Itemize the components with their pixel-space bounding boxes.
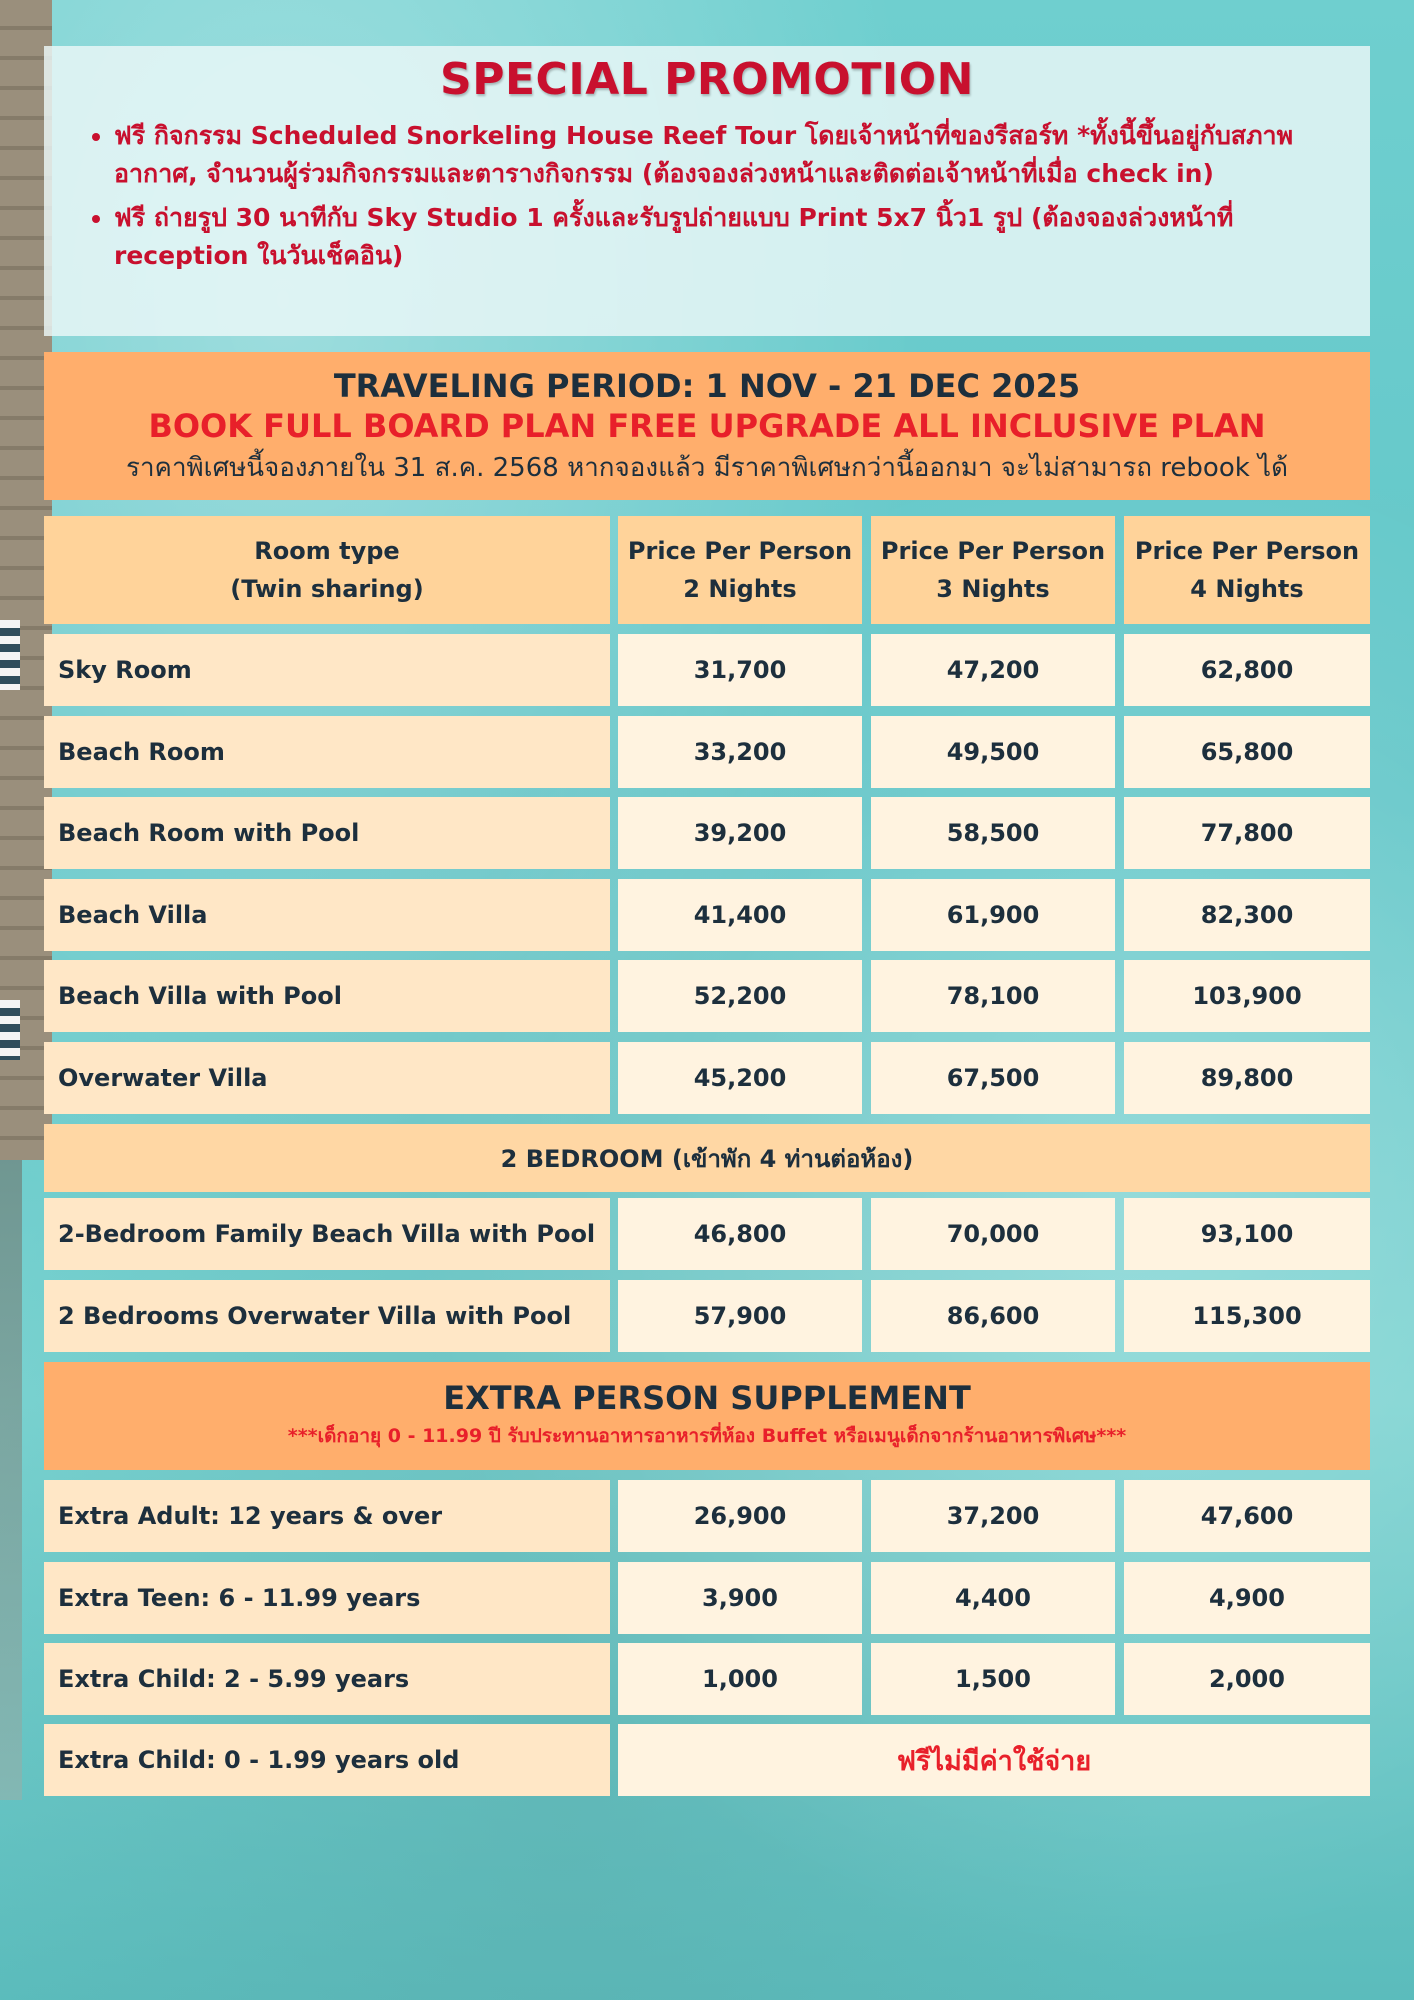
price-2-nights: 57,900: [618, 1280, 862, 1352]
extra-person-title: EXTRA PERSON SUPPLEMENT: [443, 1379, 971, 1417]
striped-lounger-decoration: [0, 620, 20, 690]
room-name: 2-Bedroom Family Beach Villa with Pool: [44, 1198, 610, 1270]
booking-condition: ราคาพิเศษนี้จองภายใน 31 ส.ค. 2568 หากจองแล้ว มีราคาพิเศษกว่านี้ออกมา จะไม่สามารถ rebook ได้: [125, 453, 1289, 483]
promotion-item: • ฟรี ถ่ายรูป 30 นาทีกับ Sky Studio 1 ครั้งและรับรูปถ่ายแบบ Print 5x7 นิ้ว1 รูป (ต้องจองล่วงหน้าที่ reception ในวันเช็คอิน): [114, 199, 1330, 275]
header-room-type: Room type (Twin sharing): [44, 516, 610, 624]
price-4-nights: 62,800: [1124, 634, 1370, 706]
room-name: Beach Room: [44, 716, 610, 788]
price-4-nights: 89,800: [1124, 1042, 1370, 1114]
room-name: 2 Bedrooms Overwater Villa with Pool: [44, 1280, 610, 1352]
extra-person-note: ***เด็กอายุ 0 - 11.99 ปี รับประทานอาหารอาหารที่ห้อง Buffet หรือเมนูเด็กจากร้านอาหารพิเศษ***: [287, 1425, 1127, 1447]
price-2-nights: 52,200: [618, 960, 862, 1032]
traveling-period: TRAVELING PERIOD: 1 NOV - 21 DEC 2025: [333, 367, 1081, 405]
promotion-list: [84, 117, 1330, 275]
table-header-row: [44, 516, 1370, 624]
price-2-nights: 26,900: [618, 1480, 862, 1552]
table-row: [44, 716, 1370, 788]
price-3-nights: 61,900: [871, 879, 1115, 951]
room-name: Overwater Villa: [44, 1042, 610, 1114]
price-4-nights: 82,300: [1124, 879, 1370, 951]
price-4-nights: 77,800: [1124, 797, 1370, 869]
extra-infant-value: ฟรีไม่มีค่าใช้จ่าย: [618, 1724, 1370, 1796]
promotion-item: • ฟรี กิจกรรม Scheduled Snorkeling House Reef Tour โดยเจ้าหน้าที่ของรีสอร์ท *ทั้งนี้ขึ้นอยู่กับสภาพอากาศ, จำนวนผู้ร่วมกิจกรรมและตารางกิจกรรม (ต้องจองล่วงหน้าและติดต่อเจ้าหน้าที่เมื่อ check in): [114, 117, 1330, 193]
price-4-nights: 115,300: [1124, 1280, 1370, 1352]
table-row: [44, 797, 1370, 869]
price-4-nights: 2,000: [1124, 1643, 1370, 1715]
table-row: [44, 1480, 1370, 1552]
extra-person-banner: [44, 1362, 1370, 1470]
two-bedroom-section-label: 2 BEDROOM (เข้าพัก 4 ท่านต่อห้อง): [44, 1124, 1370, 1192]
extra-infant-label: Extra Child: 0 - 1.99 years old: [44, 1724, 610, 1796]
table-row: [44, 1042, 1370, 1114]
header-4-nights: Price Per Person 4 Nights: [1124, 516, 1370, 624]
price-2-nights: 31,700: [618, 634, 862, 706]
price-2-nights: 46,800: [618, 1198, 862, 1270]
price-3-nights: 78,100: [871, 960, 1115, 1032]
promotion-panel: [44, 46, 1370, 336]
price-2-nights: 45,200: [618, 1042, 862, 1114]
room-name: Beach Room with Pool: [44, 797, 610, 869]
room-name: Extra Child: 2 - 5.99 years: [44, 1643, 610, 1715]
table-row: [44, 1280, 1370, 1352]
price-3-nights: 47,200: [871, 634, 1115, 706]
promotion-title: SPECIAL PROMOTION: [440, 54, 974, 105]
price-3-nights: 49,500: [871, 716, 1115, 788]
price-2-nights: 39,200: [618, 797, 862, 869]
price-3-nights: 58,500: [871, 797, 1115, 869]
table-row: [44, 960, 1370, 1032]
upgrade-offer: BOOK FULL BOARD PLAN FREE UPGRADE ALL INCLUSIVE PLAN: [148, 407, 1266, 445]
price-2-nights: 41,400: [618, 879, 862, 951]
price-4-nights: 103,900: [1124, 960, 1370, 1032]
price-3-nights: 1,500: [871, 1643, 1115, 1715]
price-3-nights: 37,200: [871, 1480, 1115, 1552]
room-name: Extra Adult: 12 years & over: [44, 1480, 610, 1552]
table-row: [44, 634, 1370, 706]
striped-lounger-decoration: [0, 1000, 20, 1060]
room-name: Beach Villa: [44, 879, 610, 951]
price-3-nights: 86,600: [871, 1280, 1115, 1352]
room-name: Extra Teen: 6 - 11.99 years: [44, 1562, 610, 1634]
price-4-nights: 47,600: [1124, 1480, 1370, 1552]
price-3-nights: 4,400: [871, 1562, 1115, 1634]
price-2-nights: 1,000: [618, 1643, 862, 1715]
price-3-nights: 70,000: [871, 1198, 1115, 1270]
header-2-nights: Price Per Person 2 Nights: [618, 516, 862, 624]
price-4-nights: 4,900: [1124, 1562, 1370, 1634]
table-row: [44, 1562, 1370, 1634]
table-row: [44, 1724, 1370, 1796]
traveling-period-banner: [44, 352, 1370, 500]
price-2-nights: 3,900: [618, 1562, 862, 1634]
room-name: Beach Villa with Pool: [44, 960, 610, 1032]
table-row: [44, 879, 1370, 951]
header-3-nights: Price Per Person 3 Nights: [871, 516, 1115, 624]
price-2-nights: 33,200: [618, 716, 862, 788]
pier-post-decoration: [0, 1160, 22, 1800]
price-4-nights: 65,800: [1124, 716, 1370, 788]
table-row: [44, 1198, 1370, 1270]
price-4-nights: 93,100: [1124, 1198, 1370, 1270]
table-row: [44, 1643, 1370, 1715]
price-3-nights: 67,500: [871, 1042, 1115, 1114]
room-name: Sky Room: [44, 634, 610, 706]
